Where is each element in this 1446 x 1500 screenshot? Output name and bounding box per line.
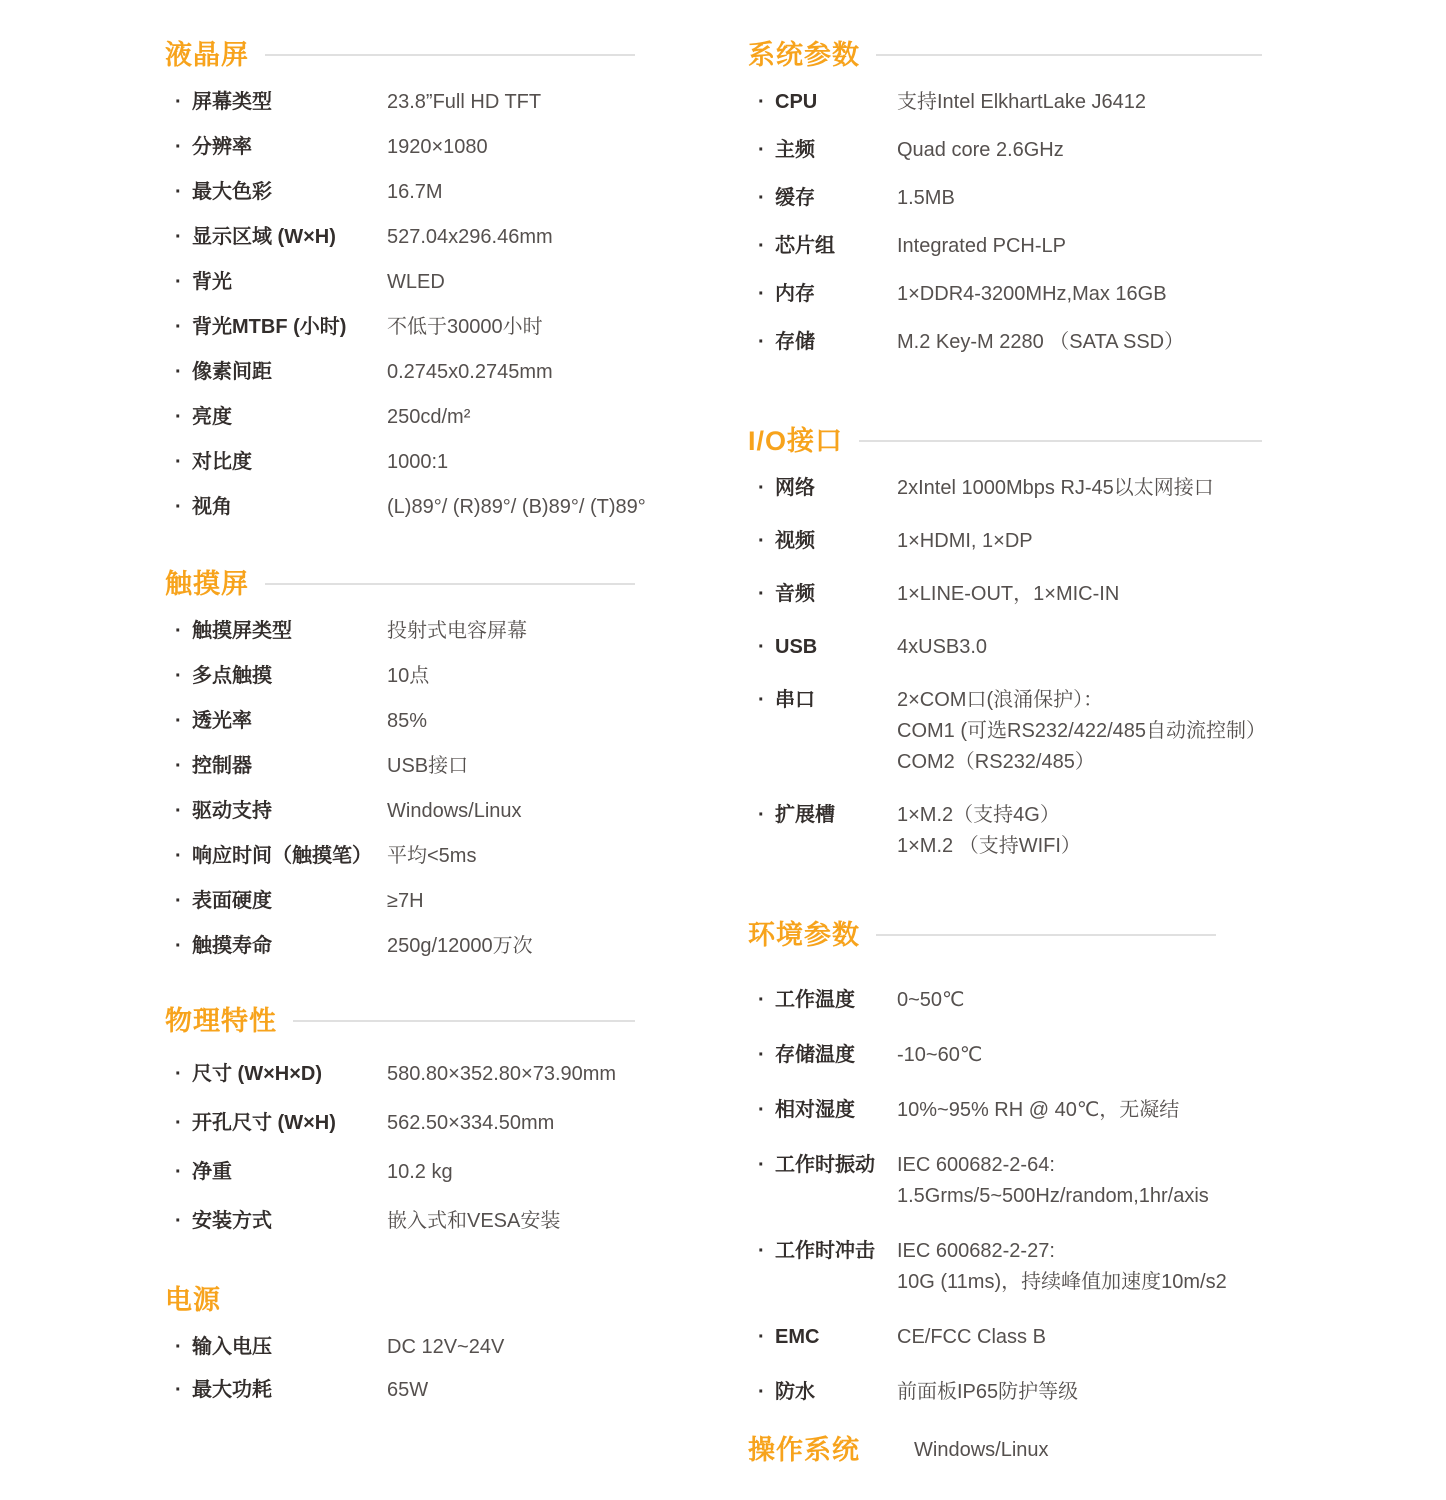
- section-rows: [748, 988, 1262, 1404]
- spec-row: [748, 1239, 1262, 1294]
- section-operating-system: [748, 1435, 1262, 1465]
- spec-value: [387, 1062, 635, 1086]
- spec-row: [748, 688, 1267, 774]
- bullet-icon: ·: [175, 1112, 182, 1134]
- bullet-icon: ·: [758, 1240, 765, 1262]
- spec-label: 串口: [775, 689, 815, 711]
- section-inline-value: Windows/Linux: [914, 1438, 1049, 1461]
- bullet-icon: ·: [758, 989, 765, 1011]
- section-rows: [165, 1335, 635, 1402]
- spec-label: 亮度: [192, 406, 232, 428]
- bullet-icon: ·: [758, 235, 765, 257]
- spec-label: CPU: [775, 91, 818, 113]
- spec-value: [387, 619, 635, 643]
- spec-row: [165, 135, 635, 159]
- bullet-icon: ·: [758, 689, 765, 711]
- spec-value-line: 10点: [387, 665, 430, 687]
- spec-value: [387, 135, 635, 159]
- bullet-icon: ·: [175, 890, 182, 912]
- section-title: 液晶屏: [165, 40, 249, 70]
- spec-row: [748, 635, 1262, 659]
- spec-row: [165, 1111, 635, 1135]
- section-header: [165, 1006, 635, 1036]
- spec-value: [897, 282, 1262, 306]
- section-system-parameters: [748, 40, 1262, 354]
- bullet-icon: ·: [175, 845, 182, 867]
- section-rows: [748, 476, 1267, 858]
- spec-value: [387, 1111, 635, 1135]
- section-io-ports: [748, 426, 1267, 858]
- spec-value-line: Integrated PCH-LP: [897, 235, 1066, 257]
- spec-value-line: 1.5Grms/5~500Hz/random,1hr/axis: [897, 1185, 1209, 1207]
- spec-row: [748, 186, 1262, 210]
- section-header: [748, 1435, 1262, 1465]
- spec-value-line: 0.2745x0.2745mm: [387, 361, 553, 383]
- spec-value-line: M.2 Key-M 2280 （SATA SSD）: [897, 331, 1185, 353]
- spec-label: 表面硬度: [192, 890, 272, 912]
- bullet-icon: ·: [758, 1099, 765, 1121]
- spec-value-line: Quad core 2.6GHz: [897, 139, 1064, 161]
- bullet-icon: ·: [758, 91, 765, 113]
- spec-row: [748, 476, 1262, 500]
- bullet-icon: ·: [758, 583, 765, 605]
- spec-value: [897, 635, 1262, 659]
- section-title: 电源: [165, 1285, 221, 1315]
- spec-value-line: ≥7H: [387, 890, 424, 912]
- spec-row: [748, 988, 1262, 1012]
- spec-value-line: 1×HDMI, 1×DP: [897, 530, 1033, 552]
- bullet-icon: ·: [758, 804, 765, 826]
- spec-value-line: 10.2 kg: [387, 1161, 453, 1183]
- spec-value-line: 23.8”Full HD TFT: [387, 91, 542, 113]
- section-header: [165, 40, 635, 70]
- spec-label: 分辨率: [192, 136, 252, 158]
- spec-value-line: CE/FCC Class B: [897, 1326, 1046, 1348]
- spec-value: [897, 1325, 1262, 1349]
- spec-row: [165, 360, 635, 384]
- spec-value-line: 10G (11ms)，持续峰值加速度10m/s2: [897, 1271, 1227, 1293]
- spec-value: [897, 582, 1262, 606]
- bullet-icon: ·: [175, 755, 182, 777]
- bullet-icon: ·: [175, 620, 182, 642]
- spec-row: [165, 1209, 635, 1233]
- spec-label: 驱动支持: [192, 800, 272, 822]
- spec-value-line: 10%~95% RH @ 40℃，无凝结: [897, 1099, 1180, 1121]
- spec-row: [165, 1378, 635, 1402]
- spec-value-line: 1.5MB: [897, 187, 955, 209]
- spec-label: 背光: [192, 271, 232, 293]
- spec-label: 净重: [192, 1161, 232, 1183]
- bullet-icon: ·: [175, 800, 182, 822]
- bullet-icon: ·: [175, 181, 182, 203]
- spec-value-line: 250cd/m²: [387, 406, 471, 428]
- spec-value: [897, 186, 1262, 210]
- spec-value-line: 1×DDR4-3200MHz,Max 16GB: [897, 283, 1167, 305]
- spec-label: 最大功耗: [192, 1379, 272, 1401]
- spec-label: 开孔尺寸 (W×H): [192, 1112, 336, 1134]
- section-physical-characteristics: [165, 1006, 635, 1233]
- spec-value: [387, 360, 635, 384]
- spec-value: [387, 270, 635, 294]
- bullet-icon: ·: [175, 935, 182, 957]
- spec-value: [387, 889, 635, 913]
- spec-value: [387, 225, 635, 249]
- bullet-icon: ·: [758, 139, 765, 161]
- section-touch-screen: [165, 569, 635, 958]
- spec-row: [748, 330, 1262, 354]
- section-title: 系统参数: [748, 40, 860, 70]
- spec-label: 缓存: [775, 187, 815, 209]
- section-header: [165, 1285, 635, 1315]
- bullet-icon: ·: [175, 1336, 182, 1358]
- section-title: 操作系统: [748, 1435, 860, 1465]
- section-header: [748, 920, 1262, 950]
- spec-row: [165, 225, 635, 249]
- section-rows: [165, 1062, 635, 1233]
- spec-value: [897, 1098, 1262, 1122]
- spec-label: 工作温度: [775, 989, 855, 1011]
- spec-label: 屏幕类型: [192, 91, 272, 113]
- spec-label: 工作时冲击: [775, 1240, 875, 1262]
- spec-value-line: 1×LINE-OUT，1×MIC-IN: [897, 583, 1120, 605]
- spec-value: [897, 988, 1262, 1012]
- bullet-icon: ·: [175, 1063, 182, 1085]
- spec-label: 触摸寿命: [192, 935, 272, 957]
- bullet-icon: ·: [175, 710, 182, 732]
- section-title: I/O接口: [748, 426, 844, 456]
- spec-value: [387, 1378, 635, 1402]
- spec-label: 安装方式: [192, 1210, 272, 1232]
- spec-row: [165, 180, 635, 204]
- section-divider-line: [293, 1020, 635, 1022]
- section-divider-line: [876, 934, 1216, 936]
- section-rows: [165, 619, 635, 958]
- spec-value: [897, 234, 1262, 258]
- bullet-icon: ·: [175, 91, 182, 113]
- spec-row: [165, 270, 635, 294]
- spec-value: [387, 180, 635, 204]
- spec-row: [165, 90, 635, 114]
- spec-value: [897, 1380, 1262, 1404]
- spec-value-line: 嵌入式和VESA安装: [387, 1210, 561, 1232]
- spec-label: 防水: [775, 1381, 815, 1403]
- spec-value-line: 1×M.2 （支持WIFI）: [897, 835, 1081, 857]
- spec-label: 背光MTBF (小时): [192, 316, 347, 338]
- spec-value: [387, 1335, 635, 1359]
- spec-label: USB: [775, 636, 818, 658]
- spec-row: [748, 1325, 1262, 1349]
- bullet-icon: ·: [758, 283, 765, 305]
- spec-value-line: 平均<5ms: [387, 845, 477, 867]
- spec-label: 视角: [192, 496, 232, 518]
- spec-value-line: 4xUSB3.0: [897, 636, 988, 658]
- section-divider-line: [876, 54, 1262, 56]
- section-title: 物理特性: [165, 1006, 277, 1036]
- spec-label: 尺寸 (W×H×D): [192, 1063, 322, 1085]
- spec-value: [387, 315, 635, 339]
- bullet-icon: ·: [175, 1379, 182, 1401]
- spec-value-line: (L)89°/ (R)89°/ (B)89°/ (T)89°: [387, 496, 646, 518]
- bullet-icon: ·: [175, 665, 182, 687]
- spec-value-line: 65W: [387, 1379, 429, 1401]
- spec-label: EMC: [775, 1326, 820, 1348]
- bullet-icon: ·: [758, 1381, 765, 1403]
- spec-value: [897, 1043, 1262, 1067]
- bullet-icon: ·: [758, 187, 765, 209]
- spec-value: [897, 1239, 1262, 1294]
- spec-label: 主频: [775, 139, 815, 161]
- section-header: [748, 40, 1262, 70]
- left-column: [165, 0, 646, 1421]
- bullet-icon: ·: [758, 1154, 765, 1176]
- spec-label: 芯片组: [775, 235, 835, 257]
- spec-label: 扩展槽: [775, 804, 835, 826]
- spec-value: [387, 405, 635, 429]
- spec-value-line: 支持Intel ElkhartLake J6412: [897, 91, 1147, 113]
- spec-row: [165, 934, 635, 958]
- spec-value-line: 1×M.2（支持4G）: [897, 804, 1060, 826]
- bullet-icon: ·: [758, 530, 765, 552]
- spec-row: [165, 799, 635, 823]
- spec-row: [165, 844, 635, 868]
- section-power: [165, 1285, 635, 1402]
- spec-value-line: 1920×1080: [387, 136, 488, 158]
- spec-row: [748, 1043, 1262, 1067]
- spec-label: 多点触摸: [192, 665, 272, 687]
- spec-row: [165, 619, 635, 643]
- spec-value-line: 2×COM口(浪涌保护）：: [897, 689, 1104, 711]
- bullet-icon: ·: [175, 136, 182, 158]
- spec-label: 对比度: [192, 451, 252, 473]
- spec-label: 触摸屏类型: [192, 620, 292, 642]
- section-title: 触摸屏: [165, 569, 249, 599]
- spec-label: 视频: [775, 530, 815, 552]
- bullet-icon: ·: [758, 477, 765, 499]
- section-header: [748, 426, 1262, 456]
- spec-row: [748, 90, 1262, 114]
- spec-row: [748, 1153, 1262, 1208]
- spec-value: [897, 803, 1262, 858]
- spec-value-line: COM1 (可选RS232/422/485自动流控制）: [897, 720, 1267, 742]
- section-rows: [165, 90, 646, 519]
- spec-value: [897, 330, 1262, 354]
- bullet-icon: ·: [758, 331, 765, 353]
- spec-value-line: 250g/12000万次: [387, 935, 533, 957]
- section-environmental-parameters: [748, 920, 1262, 1404]
- bullet-icon: ·: [758, 636, 765, 658]
- spec-value: [387, 799, 635, 823]
- spec-value: [387, 934, 635, 958]
- spec-label: 像素间距: [192, 361, 272, 383]
- spec-label: 输入电压: [192, 1336, 272, 1358]
- spec-label: 存储温度: [775, 1044, 855, 1066]
- spec-label: 响应时间（触摸笔）: [192, 845, 372, 867]
- spec-value-line: 不低于30000小时: [387, 316, 543, 338]
- section-title: 环境参数: [748, 920, 860, 950]
- section-divider-line: [265, 54, 635, 56]
- spec-value-line: 16.7M: [387, 181, 443, 203]
- spec-value-line: IEC 600682-2-64:: [897, 1154, 1055, 1176]
- bullet-icon: ·: [758, 1044, 765, 1066]
- section-rows: [748, 90, 1262, 354]
- spec-row: [165, 889, 635, 913]
- spec-row: [165, 754, 635, 778]
- spec-row: [165, 1062, 635, 1086]
- spec-value-line: IEC 600682-2-27:: [897, 1240, 1055, 1262]
- spec-value: [897, 688, 1266, 774]
- spec-value: [387, 1160, 635, 1184]
- spec-row: [748, 1380, 1262, 1404]
- spec-value: [387, 754, 635, 778]
- spec-row: [165, 405, 635, 429]
- spec-label: 内存: [775, 283, 815, 305]
- section-header: [165, 569, 635, 599]
- bullet-icon: ·: [175, 271, 182, 293]
- spec-label: 网络: [775, 477, 815, 499]
- spec-row: [165, 450, 635, 474]
- bullet-icon: ·: [175, 226, 182, 248]
- spec-value: [897, 1153, 1262, 1208]
- spec-label: 最大色彩: [192, 181, 272, 203]
- spec-label: 存储: [775, 331, 815, 353]
- bullet-icon: ·: [175, 1210, 182, 1232]
- bullet-icon: ·: [175, 496, 182, 518]
- spec-row: [748, 138, 1262, 162]
- spec-label: 音频: [775, 583, 815, 605]
- spec-value: [897, 138, 1262, 162]
- spec-value-line: 580.80×352.80×73.90mm: [387, 1063, 617, 1085]
- spec-row: [165, 709, 635, 733]
- spec-row: [748, 582, 1262, 606]
- spec-value-line: 0~50℃: [897, 989, 965, 1011]
- bullet-icon: ·: [175, 406, 182, 428]
- section-divider-line: [265, 583, 635, 585]
- bullet-icon: ·: [175, 361, 182, 383]
- spec-value: [387, 1209, 635, 1233]
- spec-row: [748, 803, 1262, 858]
- spec-value-line: COM2（RS232/485）: [897, 751, 1095, 773]
- spec-row: [165, 315, 635, 339]
- spec-value-line: 562.50×334.50mm: [387, 1112, 555, 1134]
- spec-label: 显示区域 (W×H): [192, 226, 336, 248]
- spec-value: [387, 495, 646, 519]
- spec-value: [387, 664, 635, 688]
- spec-value-line: 1000:1: [387, 451, 449, 473]
- spec-value: [897, 529, 1262, 553]
- spec-value-line: USB接口: [387, 755, 469, 777]
- right-column: [748, 0, 1267, 1465]
- section-divider-line: [859, 440, 1262, 442]
- spec-value-line: WLED: [387, 271, 445, 293]
- spec-row: [748, 1098, 1262, 1122]
- spec-value: [387, 844, 635, 868]
- spec-value: [387, 709, 635, 733]
- spec-row: [165, 495, 646, 519]
- spec-row: [748, 529, 1262, 553]
- spec-row: [165, 1335, 635, 1359]
- bullet-icon: ·: [175, 1161, 182, 1183]
- spec-label: 控制器: [192, 755, 252, 777]
- spec-row: [165, 1160, 635, 1184]
- spec-value: [897, 476, 1262, 500]
- spec-value-line: 527.04x296.46mm: [387, 226, 553, 248]
- spec-value-line: Windows/Linux: [387, 800, 522, 822]
- spec-label: 工作时振动: [775, 1154, 875, 1176]
- spec-value: [387, 450, 635, 474]
- bullet-icon: ·: [758, 1326, 765, 1348]
- spec-row: [165, 664, 635, 688]
- spec-value: [387, 90, 635, 114]
- spec-value-line: 投射式电容屏幕: [387, 620, 527, 642]
- bullet-icon: ·: [175, 316, 182, 338]
- bullet-icon: ·: [175, 451, 182, 473]
- spec-value-line: -10~60℃: [897, 1044, 983, 1066]
- spec-label: 透光率: [192, 710, 252, 732]
- spec-value-line: 85%: [387, 710, 428, 732]
- spec-value: [897, 90, 1262, 114]
- spec-row: [748, 234, 1262, 258]
- spec-value-line: 前面板IP65防护等级: [897, 1381, 1079, 1403]
- section-lcd-panel: [165, 40, 646, 519]
- spec-label: 相对湿度: [775, 1099, 855, 1121]
- spec-row: [748, 282, 1262, 306]
- spec-value-line: 2xIntel 1000Mbps RJ-45以太网接口: [897, 477, 1214, 499]
- spec-value-line: DC 12V~24V: [387, 1336, 505, 1358]
